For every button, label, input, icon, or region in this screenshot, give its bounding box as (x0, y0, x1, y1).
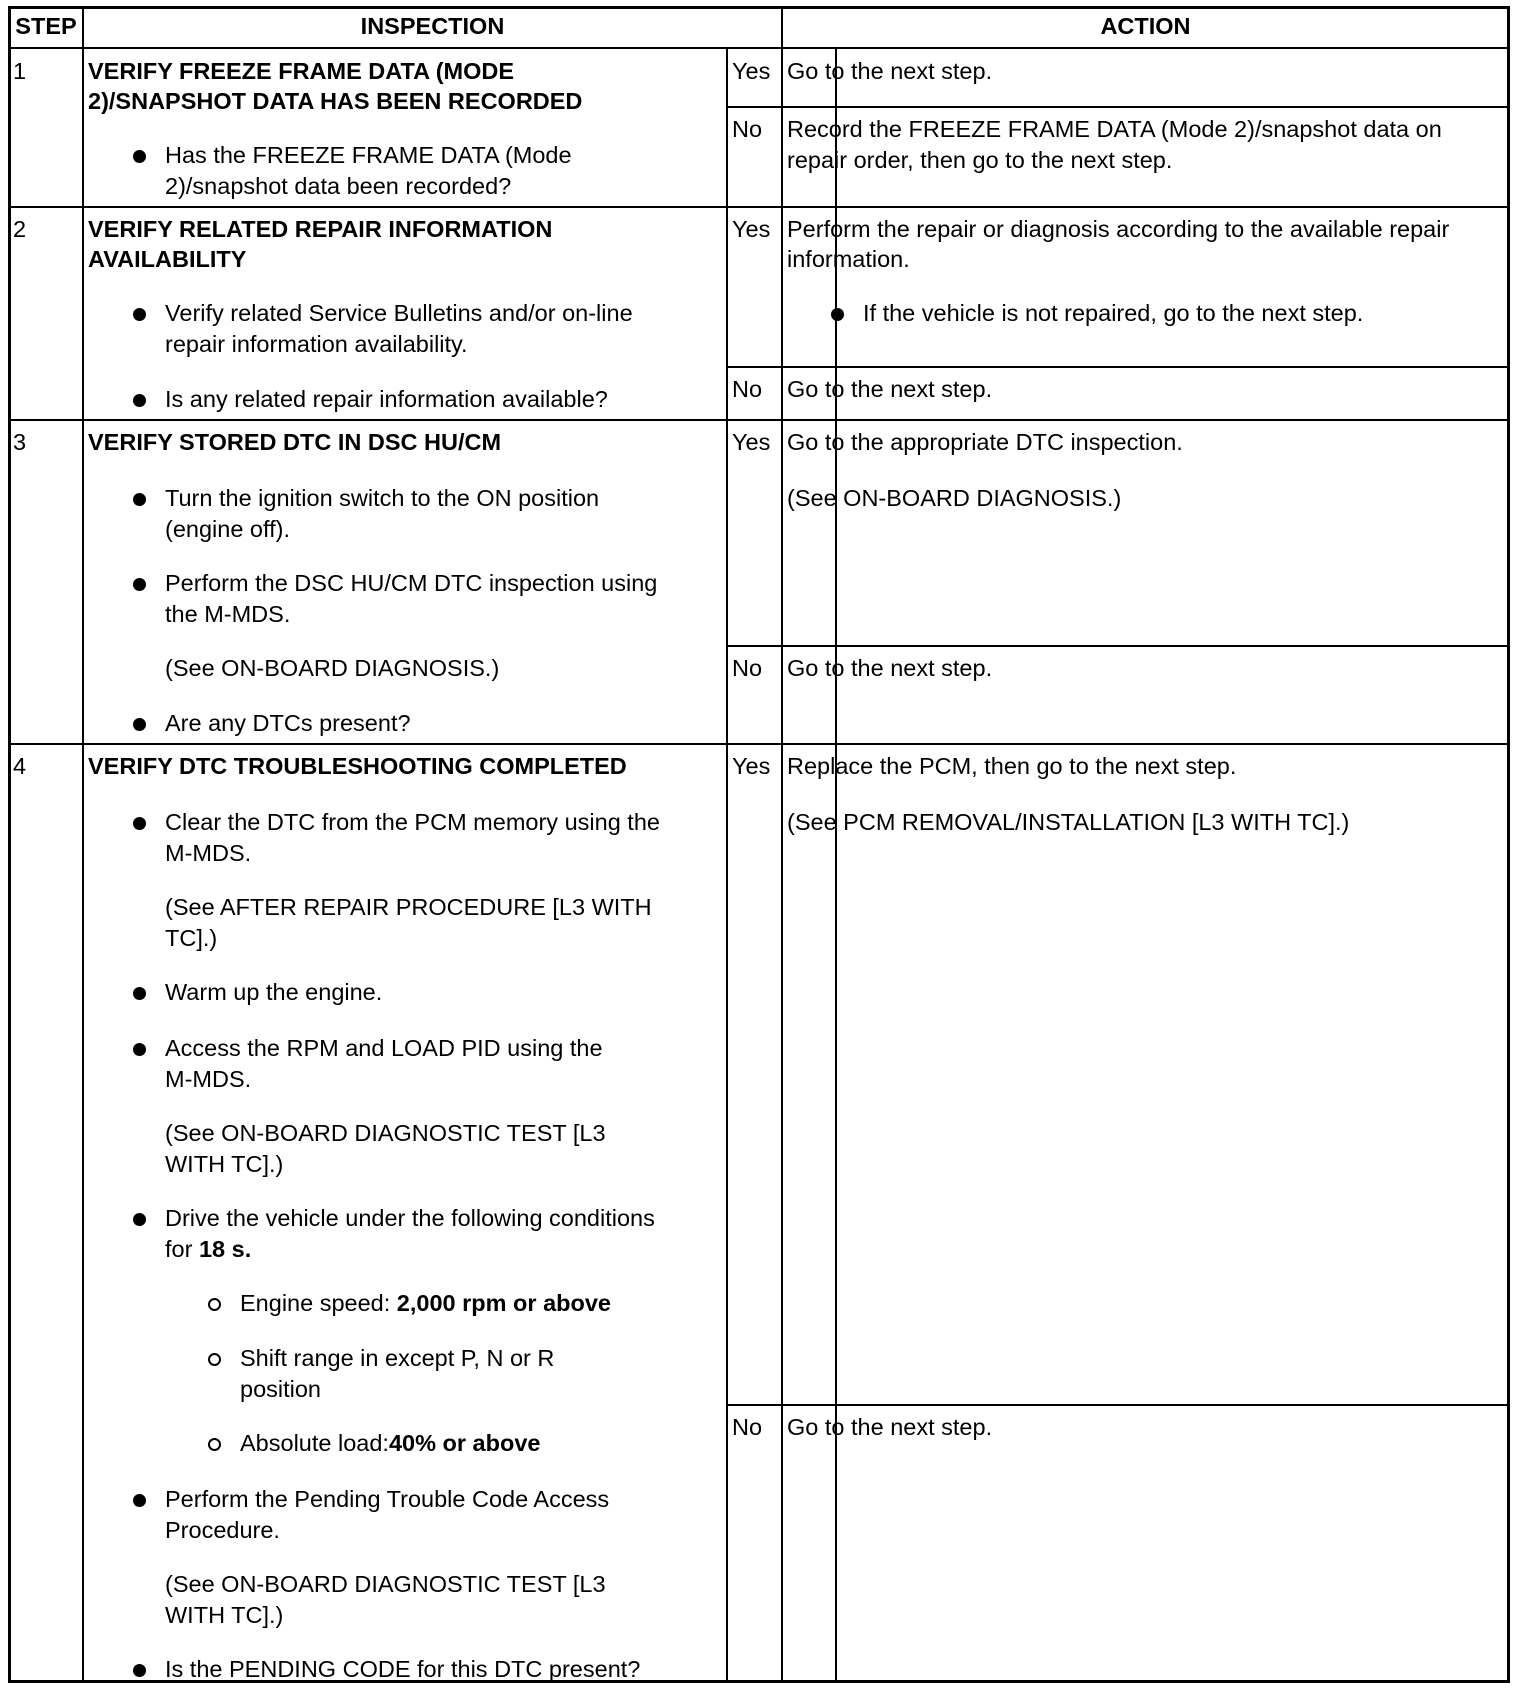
yes-action: Perform the repair or diagnosis according to the available repair (787, 216, 1450, 242)
step-number: 4 (13, 753, 27, 779)
inspection-item: M-MDS. (165, 1066, 252, 1092)
bullet-icon (133, 1494, 146, 1507)
duration-value: 18 s. (198, 1236, 252, 1262)
inspection-item: Turn the ignition switch to the ON position (165, 485, 600, 511)
yes-action: Go to the appropriate DTC inspection. (787, 429, 1183, 455)
inspection-item: M-MDS. (165, 840, 252, 866)
sub-bullet-icon (208, 1438, 221, 1451)
step-divider (8, 419, 1510, 421)
bullet-icon (133, 1213, 146, 1226)
text-run: Absolute load: (240, 1430, 389, 1456)
inspection-item: Perform the Pending Trouble Code Access (165, 1486, 610, 1512)
step-column-divider (82, 6, 84, 1683)
inspection-item: Is any related repair information available? (165, 386, 608, 412)
step-title: VERIFY FREEZE FRAME DATA (MODE (88, 58, 515, 84)
text-run: for (165, 1236, 199, 1262)
bullet-icon (133, 1664, 146, 1677)
bullet-icon (133, 493, 146, 506)
reference-note: (See ON-BOARD DIAGNOSIS.) (165, 655, 500, 681)
inspection-column-divider (781, 6, 783, 1683)
inspection-item: the M-MDS. (165, 601, 291, 627)
condition-value: 2,000 rpm or above (396, 1290, 612, 1316)
header-divider (8, 47, 1510, 49)
reference-note: WITH TC].) (165, 1602, 284, 1628)
yes-label: Yes (732, 753, 771, 779)
header-step: STEP (15, 13, 77, 39)
reference-note: WITH TC].) (165, 1151, 284, 1177)
no-label: No (732, 1414, 763, 1440)
step-number: 1 (13, 58, 27, 84)
bullet-icon (133, 718, 146, 731)
reference-note: (See ON-BOARD DIAGNOSIS.) (787, 485, 1122, 511)
bullet-icon (133, 150, 146, 163)
condition-item (240, 1288, 611, 1319)
step-divider (8, 743, 1510, 745)
yes-action: Replace the PCM, then go to the next step. (787, 753, 1237, 779)
yes-label: Yes (732, 58, 771, 84)
yes-label: Yes (732, 216, 771, 242)
header-inspection: INSPECTION (360, 13, 505, 39)
no-label: No (732, 116, 763, 142)
inspection-item: Is the PENDING CODE for this DTC present? (165, 1656, 641, 1682)
inspection-item: Has the FREEZE FRAME DATA (Mode (165, 142, 572, 168)
no-action: Go to the next step. (787, 655, 993, 681)
yes-label: Yes (732, 429, 771, 455)
reference-note: (See ON-BOARD DIAGNOSTIC TEST [L3 (165, 1120, 606, 1146)
inspection-item: Warm up the engine. (165, 979, 383, 1005)
condition-item: position (240, 1376, 321, 1402)
bullet-icon (133, 394, 146, 407)
inspection-item: Drive the vehicle under the following conditions (165, 1205, 655, 1231)
sub-bullet-icon (208, 1298, 221, 1311)
inspection-item: 2)/snapshot data been recorded? (165, 173, 512, 199)
step-title: VERIFY DTC TROUBLESHOOTING COMPLETED (88, 753, 627, 779)
inspection-item (165, 1234, 251, 1265)
bullet-icon (133, 817, 146, 830)
condition-item (240, 1428, 540, 1459)
reference-note: (See ON-BOARD DIAGNOSTIC TEST [L3 (165, 1571, 606, 1597)
yes-action: information. (787, 246, 910, 272)
bullet-icon (133, 578, 146, 591)
inspection-item: (engine off). (165, 516, 290, 542)
text-run: Engine speed: (240, 1290, 397, 1316)
step-number: 3 (13, 429, 27, 455)
yes-action: Go to the next step. (787, 58, 993, 84)
inspection-item: Perform the DSC HU/CM DTC inspection using (165, 570, 658, 596)
step-divider (8, 206, 1510, 208)
no-action: Record the FREEZE FRAME DATA (Mode 2)/snapshot data on (787, 116, 1442, 142)
no-action: repair order, then go to the next step. (787, 147, 1173, 173)
step-title: VERIFY STORED DTC IN DSC HU/CM (88, 429, 502, 455)
yes-no-divider (726, 366, 1510, 368)
reference-note: (See PCM REMOVAL/INSTALLATION [L3 WITH TC].) (787, 809, 1350, 835)
reference-note: (See AFTER REPAIR PROCEDURE [L3 WITH (165, 894, 652, 920)
condition-item: Shift range in except P, N or R (240, 1345, 555, 1371)
step-title: 2)/SNAPSHOT DATA HAS BEEN RECORDED (88, 88, 583, 114)
condition-value: 40% or above (388, 1430, 541, 1456)
bullet-icon (133, 987, 146, 1000)
sub-bullet-icon (208, 1353, 221, 1366)
step-title: VERIFY RELATED REPAIR INFORMATION (88, 216, 553, 242)
no-action: Go to the next step. (787, 376, 993, 402)
yes-action-item: If the vehicle is not repaired, go to the next step. (863, 300, 1364, 326)
reference-note: TC].) (165, 925, 218, 951)
yes-no-divider (726, 645, 1510, 647)
no-label: No (732, 376, 763, 402)
inspection-item: Procedure. (165, 1517, 280, 1543)
inspection-item: repair information availability. (165, 331, 468, 357)
step-title: AVAILABILITY (88, 246, 247, 272)
yes-no-divider (726, 106, 1510, 108)
inspection-item: Access the RPM and LOAD PID using the (165, 1035, 603, 1061)
no-action: Go to the next step. (787, 1414, 993, 1440)
bullet-icon (133, 1043, 146, 1056)
inspection-item: Clear the DTC from the PCM memory using the (165, 809, 660, 835)
yesno-left-divider (726, 47, 728, 1683)
bullet-icon (133, 308, 146, 321)
header-action: ACTION (1100, 13, 1191, 39)
inspection-item: Verify related Service Bulletins and/or on-line (165, 300, 633, 326)
bullet-icon (831, 308, 844, 321)
no-label: No (732, 655, 763, 681)
yes-no-divider (726, 1404, 1510, 1406)
step-number: 2 (13, 216, 27, 242)
inspection-item: Are any DTCs present? (165, 710, 411, 736)
